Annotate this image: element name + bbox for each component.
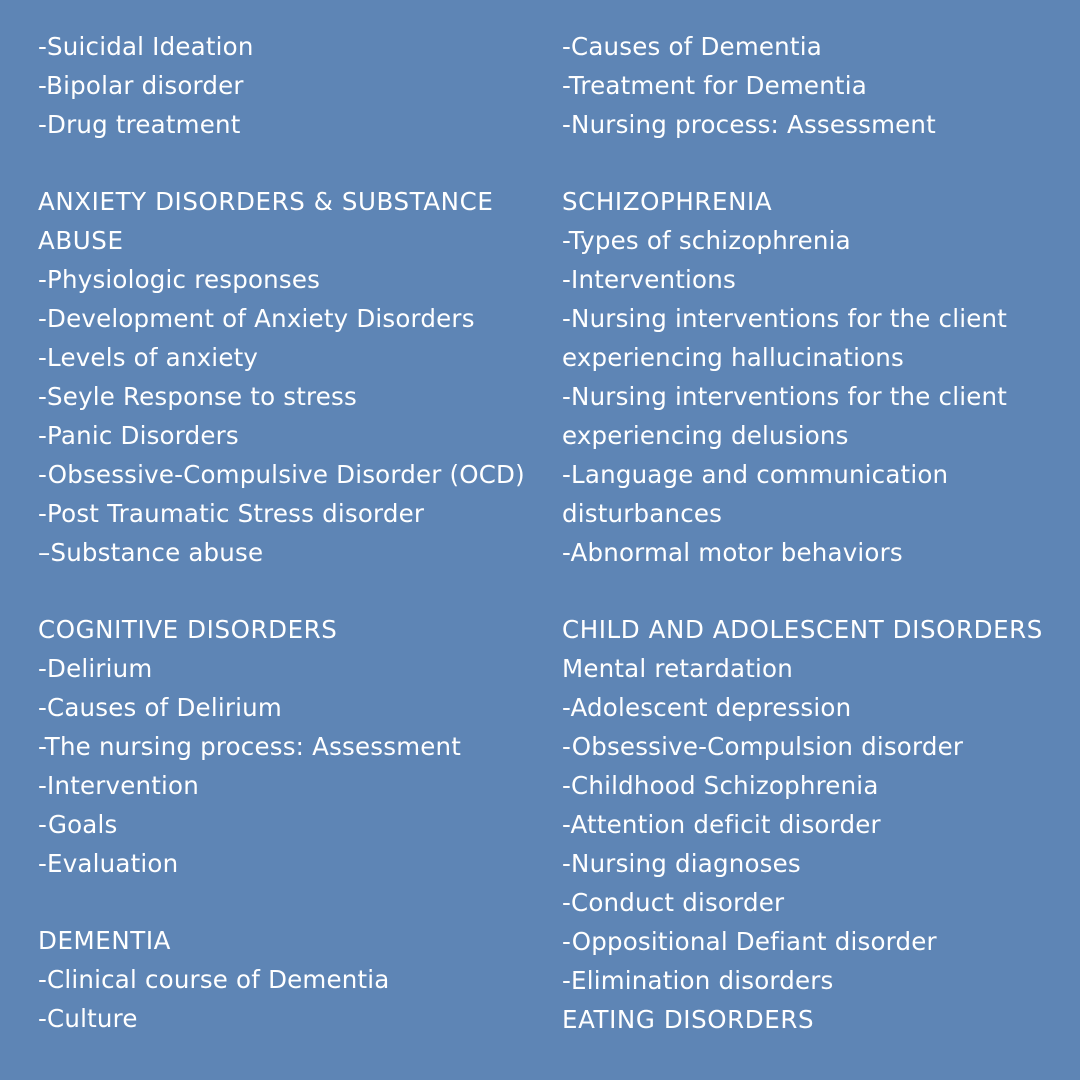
list-item: -Elimination disorders xyxy=(562,966,834,995)
list-item: -Interventions xyxy=(562,265,736,294)
section-heading-anxiety: ANXIETY DISORDERS & SUBSTANCE ABUSE xyxy=(38,187,494,255)
section-heading-child-adolescent: CHILD AND ADOLESCENT DISORDERS xyxy=(562,615,1043,644)
section-heading-eating: EATING DISORDERS xyxy=(562,1005,815,1034)
list-item: -Types of schizophrenia xyxy=(562,226,851,255)
list-item: -Nursing interventions for the client experiencing delusions xyxy=(562,382,1008,450)
list-item: -Nursing interventions for the client experiencing hallucinations xyxy=(562,304,1008,372)
list-item: Mental retardation xyxy=(562,654,793,683)
left-column xyxy=(38,27,553,1038)
list-item: -Nursing diagnoses xyxy=(562,849,801,878)
list-item: -Language and communication disturbances xyxy=(562,460,949,528)
list-item: -Causes of Delirium xyxy=(38,693,282,722)
spacer xyxy=(38,572,553,610)
list-item: -Obsessive-Compulsive Disorder (OCD) xyxy=(38,460,525,489)
list-item: -The nursing process: Assessment xyxy=(38,732,462,761)
list-item: -Delirium xyxy=(38,654,153,683)
section-heading-schizophrenia: SCHIZOPHRENIA xyxy=(562,187,773,216)
list-item: -Adolescent depression xyxy=(562,693,852,722)
list-item: -Physiologic responses xyxy=(38,265,321,294)
list-item: -Goals xyxy=(38,810,118,839)
list-item: -Childhood Schizophrenia xyxy=(562,771,879,800)
list-item: -Obsessive-Compulsion disorder xyxy=(562,732,964,761)
list-item: -Culture xyxy=(38,1004,138,1033)
right-column xyxy=(562,27,1062,1039)
list-item: -Suicidal Ideation xyxy=(38,32,254,61)
list-item: -Levels of anxiety xyxy=(38,343,259,372)
list-item: –Substance abuse xyxy=(38,538,264,567)
list-item: -Causes of Dementia xyxy=(562,32,822,61)
spacer xyxy=(38,883,553,921)
list-item: -Bipolar disorder xyxy=(38,71,244,100)
list-item: -Post Traumatic Stress disorder xyxy=(38,499,425,528)
spacer xyxy=(562,572,1062,610)
list-item: -Panic Disorders xyxy=(38,421,239,450)
list-item: -Abnormal motor behaviors xyxy=(562,538,903,567)
list-item: -Development of Anxiety Disorders xyxy=(38,304,475,333)
section-heading-cognitive: COGNITIVE DISORDERS xyxy=(38,615,338,644)
list-item: -Conduct disorder xyxy=(562,888,785,917)
list-item: -Clinical course of Dementia xyxy=(38,965,390,994)
list-item: -Drug treatment xyxy=(38,110,241,139)
section-heading-dementia: DEMENTIA xyxy=(38,926,172,955)
list-item: -Nursing process: Assessment xyxy=(562,110,936,139)
list-item: -Intervention xyxy=(38,771,199,800)
spacer xyxy=(38,144,553,182)
list-item: -Seyle Response to stress xyxy=(38,382,357,411)
list-item: -Evaluation xyxy=(38,849,179,878)
list-item: -Oppositional Defiant disorder xyxy=(562,927,937,956)
list-item: -Treatment for Dementia xyxy=(562,71,867,100)
spacer xyxy=(562,144,1062,182)
list-item: -Attention deficit disorder xyxy=(562,810,881,839)
